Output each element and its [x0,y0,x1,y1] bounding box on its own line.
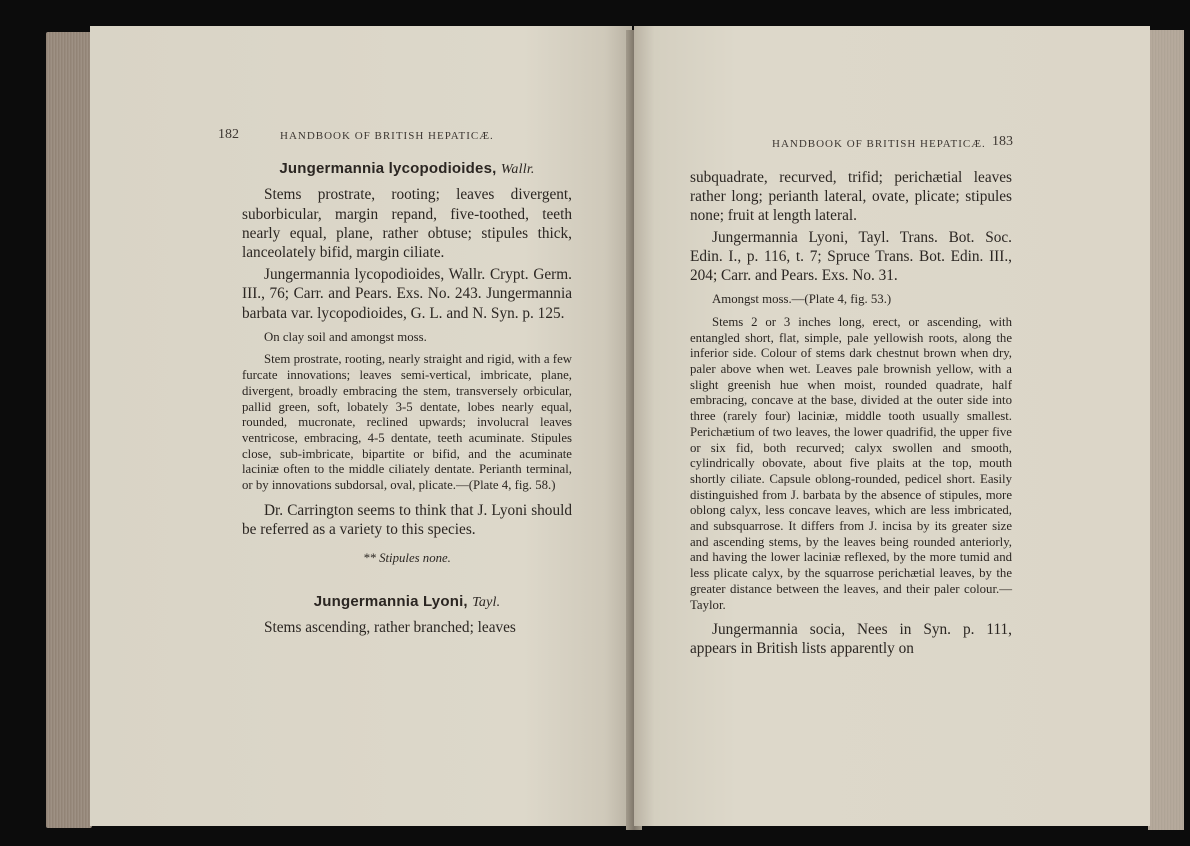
page-number-left: 182 [218,127,239,142]
right-page-edges [1148,30,1184,830]
running-head-right: HANDBOOK OF BRITISH HEPATICÆ. [772,138,986,150]
right-page [634,26,1150,826]
left-page-text [242,160,572,637]
right-page-text [690,168,1012,659]
species-lyoni-description-start: Stems ascending, rather branched; leaves [264,619,516,637]
running-head-left: HANDBOOK OF BRITISH HEPATICÆ. [280,130,494,142]
section-heading: ** Stipules none. [363,551,451,566]
species-description: Stems prostrate, rooting; leaves divergent, suborbicular, margin repand, five-toothed, teeth nearly equal, plane, rather obtuse; stipules thick, lanceolately bifid, margin ciliate. [242,186,572,261]
species-title-lyoni: Jungermannia Lyoni, Tayl. [313,592,501,610]
page-number-right: 183 [992,134,1013,149]
species-detail: Stem prostrate, rooting, nearly straight and rigid, with a few furcate innovations; leaves semi-vertical, imbricate, plane, divergent, broadly embracing the stem, transversely orbicular, pallid green, soft, lobately 3-5 dentate, lobes nearly equal, rounded, mucronate, reclined upwards; involucral leaves ventricose, embracing, 4-5 dentate, teeth acuminate. Stipules close, sub-imbricate, bipartite or bifid, and the acuminate laciniæ often to the middle ciliately dentate. Perianth terminal, or by innovations subdorsal, oval, plicate.—(Plate 4, fig. 58.) [242,352,572,493]
lyoni-habitat: Amongst moss.—(Plate 4, fig. 53.) [712,292,892,307]
species-habitat: On clay soil and amongst moss. [264,329,427,344]
species-title-lycopodioides: Jungermannia lycopodioides, Wallr. [279,160,535,177]
socia-note: Jungermannia socia, Nees in Syn. p. 111, appears in British lists apparently on [690,621,1012,658]
species-synonyms: Jungermannia lycopodioides, Wallr. Crypt. Germ. III., 76; Carr. and Pears. Exs. No. 243. Jungermannia barbata var. lycopodioides, G. L. and N. Syn. p. 125. [242,266,572,322]
lyoni-continuation: subquadrate, recurved, trifid; perichætial leaves rather long; perianth lateral, ovate, plicate; stipules none; fruit at length lateral. [690,169,1012,225]
lyoni-detail: Stems 2 or 3 inches long, erect, or ascending, with entangled short, flat, simple, pale yellowish roots, along the inferior side. Colour of stems dark chestnut brown when dry, paler above when wet. Leaves pale brownish yellow, with a slight greenish hue when moist, rounded quadrate, half embracing, concave at the base, divided at the outer side into three (rarely four) laciniæ, middle tooth usually smallest. Perichætium of two leaves, the lower quadrifid, the upper five or six fid, both recurved; calyx swollen and smooth, cylindrically obovate, about five plaits at the top, mouth shortly ciliate. Capsule oblong-rounded, pedicel short. Easily distinguished from J. barbata by the absence of stipules, more oblong calyx, less concave leaves, which are less imbricated, and subsquarrose. It differs from J. incisa by its greater size and ascending stems, by the leaves being rounded anteriorly, and having the lower laciniæ reflexed, by the more tumid and less plicate calyx, by the squarrose perichætial leaves, by the greater distance between the leaves, and their paler colour.—Taylor. [690,314,1012,612]
open-book [22,8,1172,838]
lyoni-synonyms: Jungermannia Lyoni, Tayl. Trans. Bot. Soc. Edin. I., p. 116, t. 7; Spruce Trans. Bot. Edin. III., 204; Carr. and Pears. Exs. No. 31. [690,228,1012,285]
left-page [90,26,632,826]
left-page-edges [46,32,92,828]
species-note: Dr. Carrington seems to think that J. Lyoni should be referred as a variety to this species. [242,501,572,538]
